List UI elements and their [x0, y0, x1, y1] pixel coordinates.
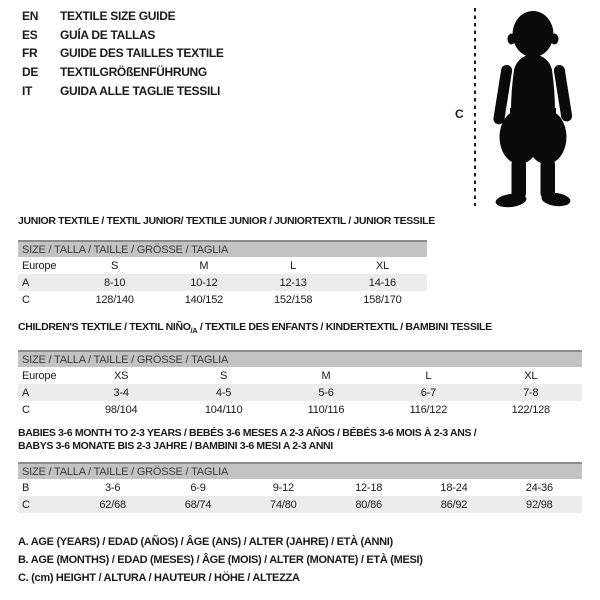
lang-code: ES [22, 27, 38, 42]
lang-code: IT [22, 83, 33, 98]
cell: 98/104 [104, 403, 138, 416]
cell: L [290, 259, 297, 272]
row-label: C [22, 403, 30, 416]
lang-label: TEXTILE SIZE GUIDE [60, 9, 176, 24]
table-row-months [18, 479, 582, 496]
footnotes [18, 533, 423, 587]
cell: 6-7 [377, 384, 479, 401]
childrens-size-table [18, 350, 582, 418]
cell: 3-6 [105, 481, 121, 494]
cell: M [321, 369, 331, 382]
cell: 74/80 [241, 496, 326, 513]
cell: 18-24 [440, 481, 468, 494]
row-label: Europe [22, 369, 57, 382]
size-header-label: SIZE / TALLA / TAILLE / GRÖSSE / TAGLIA [18, 241, 427, 257]
footnote-b: B. AGE (MONTHS) / EDAD (MESES) / ÂGE (MOIS) / ALTER (MONATE) / ETÀ (MESI) [18, 554, 423, 566]
lang-label: GUÍA DE TALLAS [60, 27, 156, 42]
table-row-age [18, 384, 582, 401]
title-sub: /A [190, 326, 198, 336]
table-row-height [18, 496, 582, 513]
junior-textile-section [18, 215, 435, 308]
cell: 7-8 [480, 384, 582, 401]
size-header-row [18, 463, 582, 479]
cell: 10-12 [159, 274, 248, 291]
childrens-textile-section [18, 321, 582, 418]
babies-title-line2: BABYS 3-6 MONATE BIS 2-3 JAHRE / BAMBINI 3-6 MESI A 2-3 ANNI [18, 440, 333, 452]
childrens-section-title [18, 321, 582, 337]
babies-size-table [18, 462, 582, 513]
babies-textile-section [18, 427, 582, 513]
lang-label: GUIDE DES TAILLES TEXTILE [60, 46, 224, 61]
table-row-height [18, 401, 582, 418]
junior-size-table [18, 240, 427, 308]
cell: 62/68 [70, 496, 155, 513]
cell: 116/122 [409, 403, 448, 416]
cell: 68/74 [155, 496, 240, 513]
cell: 14-16 [338, 274, 427, 291]
row-label: A [18, 384, 70, 401]
lang-row-it [22, 81, 224, 100]
cell: XS [114, 369, 129, 382]
cell: 92/98 [497, 496, 582, 513]
lang-code: EN [22, 9, 39, 24]
row-label: A [18, 274, 70, 291]
cell: 8-10 [70, 274, 159, 291]
size-header-label: SIZE / TALLA / TAILLE / GRÖSSE / TAGLIA [18, 351, 582, 367]
row-label: C [18, 496, 70, 513]
babies-section-title [18, 427, 582, 453]
cell: L [425, 369, 432, 382]
cell: S [220, 369, 228, 382]
cell: 4-5 [172, 384, 274, 401]
cell: 110/116 [307, 403, 345, 416]
cell: XL [524, 369, 538, 382]
cell: 86/92 [411, 496, 496, 513]
row-label: B [22, 481, 30, 494]
lang-row-es [22, 26, 224, 45]
lang-row-fr [22, 44, 224, 63]
cell: 5-6 [275, 384, 377, 401]
table-row-europe [18, 257, 427, 274]
cell: XL [375, 259, 389, 272]
lang-code: DE [22, 65, 39, 80]
lang-row-de [22, 63, 224, 82]
lang-code: FR [22, 46, 38, 61]
cell: 158/170 [363, 293, 402, 306]
height-measure-line [474, 8, 476, 206]
cell: S [111, 259, 119, 272]
cell: 104/110 [204, 403, 243, 416]
cell: 80/86 [326, 496, 411, 513]
cell: 6-9 [190, 481, 206, 494]
footnote-c: C. (cm) HEIGHT / ALTURA / HAUTEUR / HÖHE / ALTEZZA [18, 572, 300, 584]
cell: 3-4 [70, 384, 172, 401]
title-pre: CHILDREN'S TEXTILE / TEXTIL NIÑO [18, 321, 191, 333]
title-post: / TEXTILE DES ENFANTS / KINDERTEXTIL / BAMBINI TESSILE [197, 321, 492, 333]
size-header-row [18, 351, 582, 367]
table-row-age [18, 274, 427, 291]
lang-row-en [22, 7, 224, 26]
row-label: Europe [22, 259, 57, 272]
cell: 12-13 [249, 274, 338, 291]
cell: 24-36 [525, 481, 553, 494]
table-row-europe [18, 367, 582, 384]
size-header-label: SIZE / TALLA / TAILLE / GRÖSSE / TAGLIA [18, 463, 582, 479]
footnote-a: A. AGE (YEARS) / EDAD (AÑOS) / ÂGE (ANS) / ALTER (JAHRE) / ETÀ (ANNI) [18, 536, 393, 548]
junior-section-title: JUNIOR TEXTILE / TEXTIL JUNIOR/ TEXTILE JUNIOR / JUNIORTEXTIL / JUNIOR TESSILE [18, 215, 435, 227]
babies-title-line1: BABIES 3-6 MONTH TO 2-3 YEARS / BEBÉS 3-6 MESES A 2-3 AÑOS / BÉBÉS 3-6 MOIS À 2-3 ANS / [18, 427, 477, 439]
lang-label: TEXTILGRÖßENFÜHRUNG [60, 65, 207, 80]
baby-silhouette [488, 8, 578, 208]
cell: 9-12 [272, 481, 294, 494]
row-label: C [22, 293, 30, 306]
cell: 152/158 [273, 293, 313, 306]
cell: M [199, 259, 209, 272]
table-row-height [18, 291, 427, 308]
language-guide [22, 7, 224, 100]
cell: 128/140 [95, 293, 134, 306]
cell: 140/152 [184, 293, 224, 306]
height-label-c: C [455, 107, 464, 121]
size-header-row [18, 241, 427, 257]
cell: 122/128 [511, 403, 550, 416]
cell: 12-18 [355, 481, 383, 494]
lang-label: GUIDA ALLE TAGLIE TESSILI [60, 83, 221, 98]
